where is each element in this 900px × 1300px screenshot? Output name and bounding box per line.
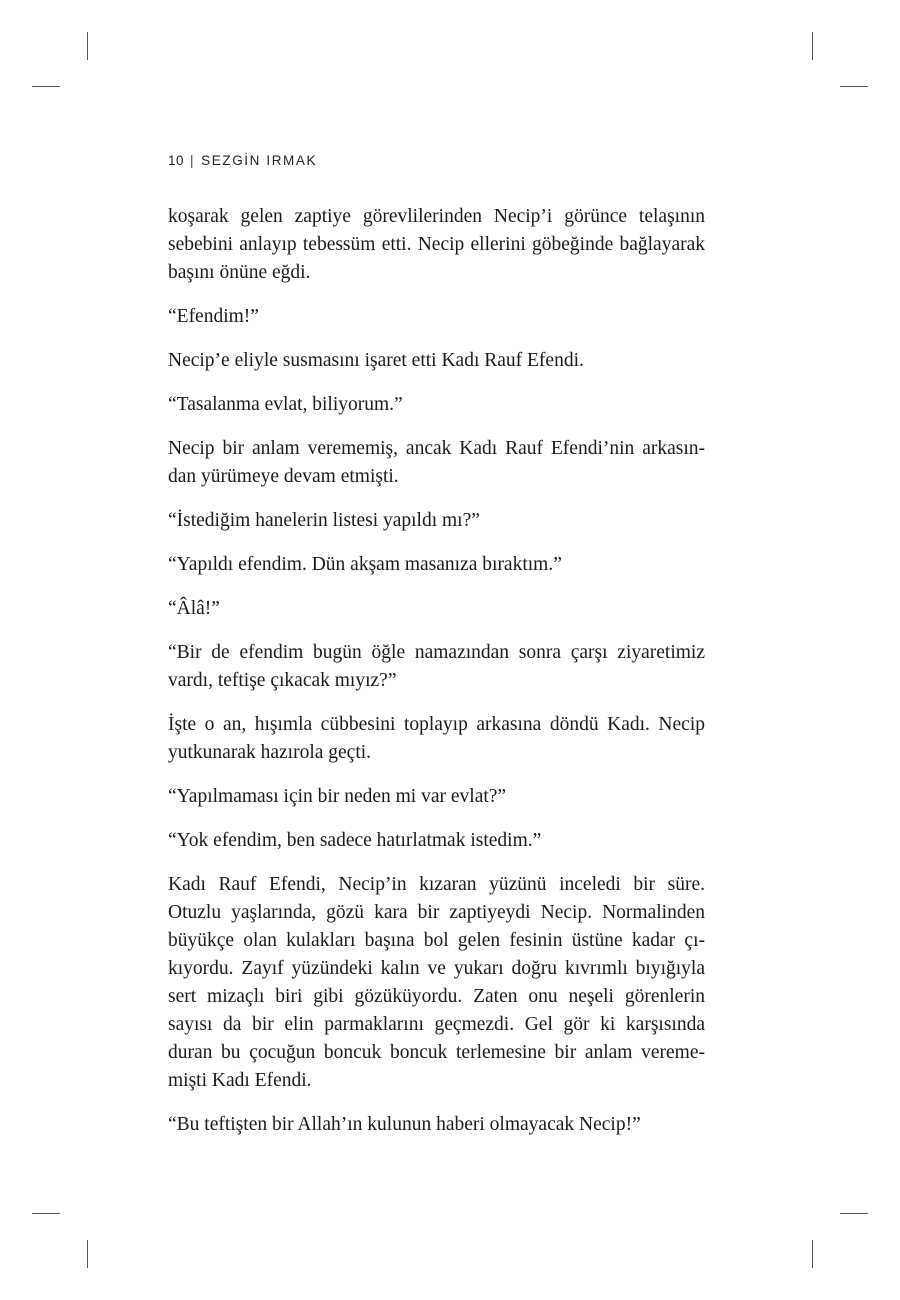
text-line: vardı, teftişe çıkacak mıyız?” xyxy=(168,670,397,691)
text-line: “Bu teftişten bir Allah’ın kulunun haberi olmayacak Necip!” xyxy=(168,1114,641,1135)
text-line: “Yapılmaması için bir neden mi var evlat?” xyxy=(168,786,507,807)
text-line: başını önüne eğdi. xyxy=(168,262,311,283)
crop-mark-bottom-left-vertical xyxy=(87,1240,88,1268)
text-line: Necip bir anlam verememiş, ancak Kadı Rauf Efendi’nin arkasın- xyxy=(168,438,705,459)
paragraph xyxy=(168,347,705,375)
text-line: “İstediğim hanelerin listesi yapıldı mı?” xyxy=(168,510,480,531)
body-text xyxy=(168,203,705,1155)
text-line: sayısı da bir elin parmaklarını geçmezdi. Gel gör ki karşısında xyxy=(168,1014,705,1035)
text-line: dan yürümeye devam etmişti. xyxy=(168,466,399,487)
paragraph xyxy=(168,871,705,1095)
crop-mark-top-left-horizontal xyxy=(32,86,60,87)
text-line: Kadı Rauf Efendi, Necip’in kızaran yüzünü inceledi bir süre. xyxy=(168,874,705,895)
crop-mark-bottom-right-vertical xyxy=(812,1240,813,1268)
text-line: “Tasalanma evlat, biliyorum.” xyxy=(168,394,403,415)
header-separator: | xyxy=(190,153,196,168)
text-line: yutkunarak hazırola geçti. xyxy=(168,742,372,763)
paragraph xyxy=(168,639,705,695)
crop-mark-bottom-left-horizontal xyxy=(32,1213,60,1214)
page-number: 10 xyxy=(168,153,185,168)
paragraph xyxy=(168,711,705,767)
paragraph xyxy=(168,1111,705,1139)
text-line: İşte o an, hışımla cübbesini toplayıp arkasına döndü Kadı. Necip xyxy=(168,714,705,735)
crop-mark-bottom-right-horizontal xyxy=(840,1213,868,1214)
author-name: SEZGİN IRMAK xyxy=(201,153,318,168)
text-line: “Efendim!” xyxy=(168,306,259,327)
crop-mark-top-right-vertical xyxy=(812,32,813,60)
text-line: “Yapıldı efendim. Dün akşam masanıza bıraktım.” xyxy=(168,554,562,575)
text-line: mişti Kadı Efendi. xyxy=(168,1070,312,1091)
paragraph xyxy=(168,391,705,419)
paragraph xyxy=(168,203,705,287)
text-line: kıyordu. Zayıf yüzündeki kalın ve yukarı doğru kıvrımlı bıyığıyla xyxy=(168,958,705,979)
text-line: büyükçe olan kulakları başına bol gelen fesinin üstüne kadar çı- xyxy=(168,930,705,951)
text-line: “Bir de efendim bugün öğle namazından sonra çarşı ziyaretimiz xyxy=(168,642,705,663)
text-line: sebebini anlayıp tebessüm etti. Necip ellerini göbeğinde bağlayarak xyxy=(168,234,705,255)
paragraph xyxy=(168,827,705,855)
paragraph xyxy=(168,551,705,579)
paragraph xyxy=(168,303,705,331)
text-line: koşarak gelen zaptiye görevlilerinden Necip’i görünce telaşının xyxy=(168,206,705,227)
text-line: “Âlâ!” xyxy=(168,598,220,619)
running-header xyxy=(168,153,317,168)
text-line: “Yok efendim, ben sadece hatırlatmak istedim.” xyxy=(168,830,542,851)
text-line: Necip’e eliyle susmasını işaret etti Kadı Rauf Efendi. xyxy=(168,350,584,371)
paragraph xyxy=(168,595,705,623)
crop-mark-top-right-horizontal xyxy=(840,86,868,87)
text-line: duran bu çocuğun boncuk boncuk terlemesine bir anlam vereme- xyxy=(168,1042,705,1063)
paragraph xyxy=(168,507,705,535)
paragraph xyxy=(168,435,705,491)
text-line: Otuzlu yaşlarında, gözü kara bir zaptiyeydi Necip. Normalinden xyxy=(168,902,705,923)
paragraph xyxy=(168,783,705,811)
text-line: sert mizaçlı biri gibi gözüküyordu. Zaten onu neşeli görenlerin xyxy=(168,986,705,1007)
crop-mark-top-left-vertical xyxy=(87,32,88,60)
